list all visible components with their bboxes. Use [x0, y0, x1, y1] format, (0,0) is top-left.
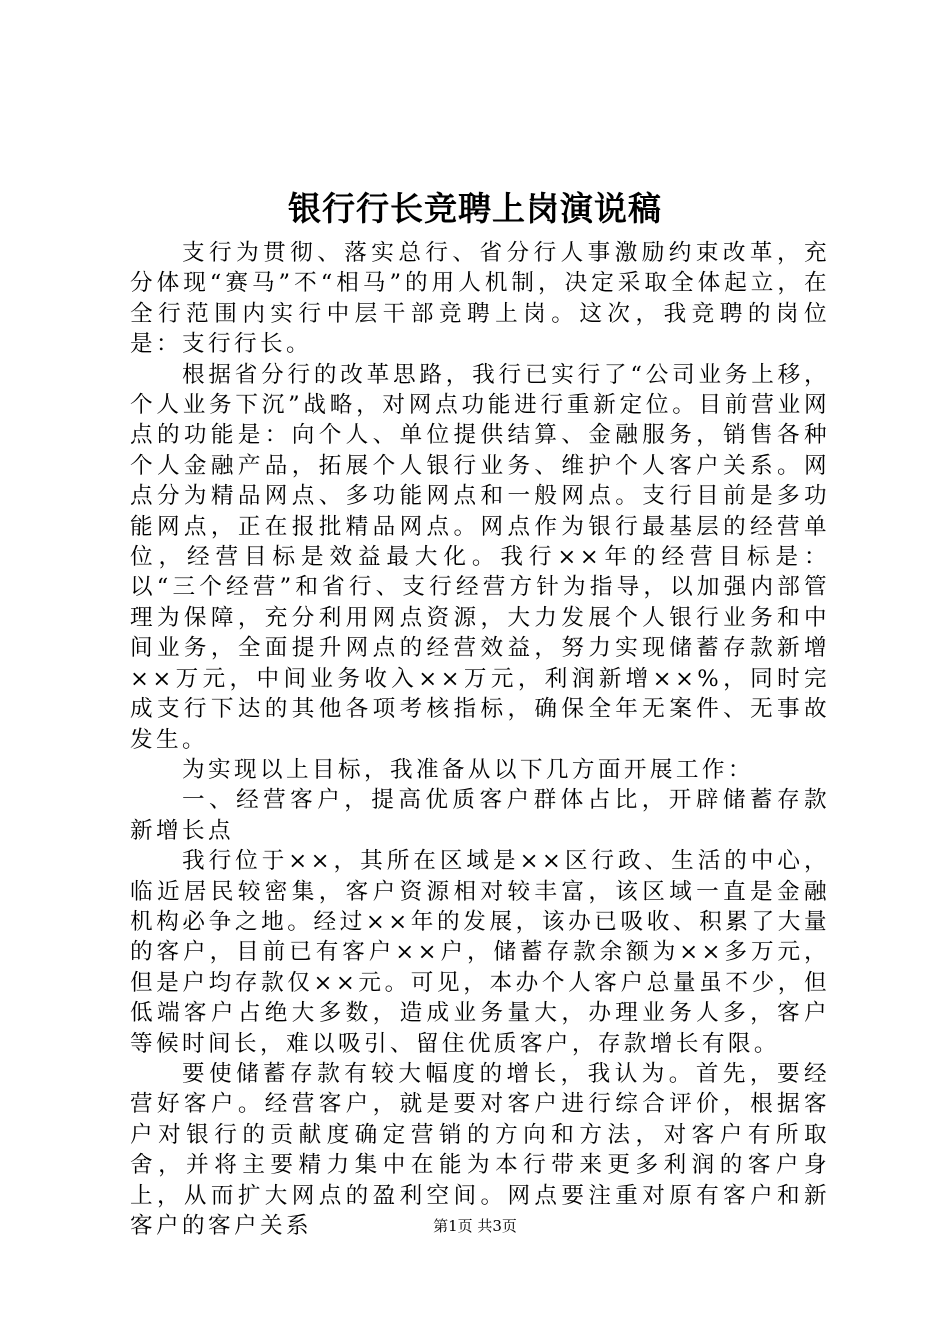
section-heading-1: 一、经营客户，提高优质客户群体占比，开辟储蓄存款新增长点 — [130, 787, 830, 844]
document-body — [130, 238, 830, 1241]
page-number-footer: 第1页 共3页 — [433, 1217, 517, 1235]
paragraph-3: 为实现以上目标，我准备从以下几方面开展工作： — [182, 756, 754, 783]
document-title: 银行行长竞聘上岗演说稿 — [288, 189, 662, 228]
paragraph-5: 要使储蓄存款有较大幅度的增长，我认为。首先，要经营好客户。经营客户，就是要对客户进行综合评价，根据客户对银行的贡献度确定营销的方向和方法，对客户有所取舍，并将主要精力集中在能为本行带来更多利润的客户身上，从而扩大网点的盈利空间。网点要注重对原有客户和新客户的客户关系 — [130, 1060, 830, 1239]
paragraph-2: 根据省分行的改革思路，我行已实行了“公司业务上移，个人业务下沉”战略，对网点功能进行重新定位。目前营业网点的功能是：向个人、单位提供结算、金融服务，销售各种个人金融产品，拓展个人银行业务、维护个人客户关系。网点分为精品网点、多功能网点和一般网点。支行目前是多功能网点，正在报批精品网点。网点作为银行最基层的经营单位，经营目标是效益最大化。我行××年的经营目标是：以“三个经营”和省行、支行经营方针为指导，以加强内部管理为保障，充分利用网点资源，大力发展个人银行业务和中间业务，全面提升网点的经营效益，努力实现储蓄存款新增××万元，中间业务收入××万元，利润新增××%，同时完成支行下达的其他各项考核指标，确保全年无案件、无事故发生。 — [130, 361, 830, 753]
paragraph-1: 支行为贯彻、落实总行、省分行人事激励约束改革，充分体现“赛马”不“相马”的用人机制，决定采取全体起立，在全行范围内实行中层干部竞聘上岗。这次，我竞聘的岗位是：支行行长。 — [130, 240, 830, 358]
paragraph-4: 我行位于××，其所在区域是××区行政、生活的中心，临近居民较密集，客户资源相对较丰富，该区域一直是金融机构必争之地。经过××年的发展，该办已吸收、积累了大量的客户，目前已有客户××户，储蓄存款余额为××多万元，但是户均存款仅××元。可见，本办个人客户总量虽不少，但低端客户占绝大多数，造成业务量大，办理业务人多，客户等候时间长，难以吸引、留住优质客户，存款增长有限。 — [130, 848, 830, 1057]
